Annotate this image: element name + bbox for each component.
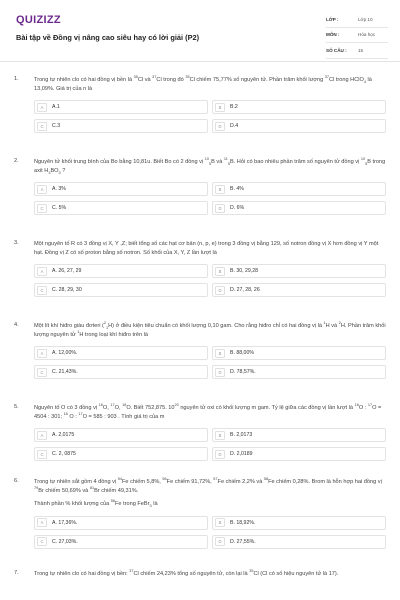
question-text: Nguyên tử khối trung bình của Bo bằng 10,81u. Biết Bo có 2 đồng vị $^{10}_5$B và $^{11}_5$B. Hỏi có bao nhiêu phần trăm số nguyên tử đồng vị $^{10}_5$B trong axit $H_3BO_3$ ? [34, 157, 386, 175]
answer-option-c[interactable] [34, 201, 208, 215]
option-letter-badge: A [37, 431, 47, 440]
meta-row-count [326, 43, 388, 59]
answer-options [34, 428, 386, 461]
answer-option-c[interactable] [34, 447, 208, 461]
option-letter-badge: C [37, 286, 47, 295]
option-letter-badge: D [215, 368, 225, 377]
question-block [0, 404, 400, 461]
answer-option-d[interactable] [212, 201, 386, 215]
answer-option-a[interactable] [34, 346, 208, 360]
answer-option-c[interactable] [34, 283, 208, 297]
option-letter-badge: C [37, 537, 47, 546]
option-text: A. 2,0175 [52, 432, 75, 439]
meta-key: MÔN : [326, 32, 340, 38]
option-text: D. 6% [230, 205, 245, 212]
meta-value: 15 [358, 47, 364, 53]
answer-option-d[interactable] [212, 119, 386, 133]
answer-options [34, 346, 386, 379]
question-number: 2. [14, 158, 19, 164]
option-text: D. 78,57%. [230, 369, 256, 376]
option-text: A. 3% [52, 186, 66, 193]
answer-options [34, 182, 386, 215]
meta-table [326, 12, 388, 59]
worksheet-header [0, 0, 400, 62]
option-text: C. 28, 29, 30 [52, 287, 82, 294]
option-letter-badge: D [215, 122, 225, 131]
quizizz-logo[interactable]: QUIZIZZ [16, 14, 61, 26]
option-text: C. 27,03%. [52, 538, 78, 545]
option-text: B. 18,92%. [230, 519, 256, 526]
option-text: B. 2,0173 [230, 432, 253, 439]
answer-option-b[interactable] [212, 516, 386, 530]
meta-row-class [326, 12, 388, 28]
meta-row-subject [326, 28, 388, 44]
question-block [0, 322, 400, 379]
meta-value: Lớp 10 [358, 16, 373, 22]
question-text: Trong tự nhiên clo có hai đồng vị bền: $^{37}$Cl chiếm 24,23% tổng số nguyên tử, còn lại là $^{35}$Cl (Cl có số hiệu nguyên tử là 17). [34, 569, 339, 577]
option-text: A.1 [52, 104, 60, 111]
option-text: A. 17,36%. [52, 519, 78, 526]
option-letter-badge: C [37, 368, 47, 377]
option-text: B. 4% [230, 186, 244, 193]
question-text: Trong tự nhiên sắt gồm 4 đồng vị $^{54}$Fe chiếm 5,8%, $^{56}$Fe chiếm 91,72%, $^{57}$Fe chiếm 2,2% và $^{58}$Fe chiếm 0,28%. Brom là hỗn hợp hai đồng vị $^{79}$Br chiếm 50,69% và $^{81}$Br chiếm 49,31%. [34, 477, 382, 494]
answer-option-c[interactable] [34, 535, 208, 549]
answer-option-d[interactable] [212, 447, 386, 461]
question-block [0, 570, 400, 579]
option-letter-badge: A [37, 185, 47, 194]
option-letter-badge: A [37, 267, 47, 276]
option-letter-badge: A [37, 349, 47, 358]
option-text: B.2 [230, 104, 238, 111]
option-letter-badge: B [215, 518, 225, 527]
question-block [0, 76, 400, 133]
question-text: Một nguyên tố R có 3 đồng vị X, Y ,Z; biết tổng số các hạt cơ bản (n, p, e) trong 3 đồng vị bằng 129, số notron đồng vị X hơn đồng vị Y một hạt. Đồng vị Z có số proton bằng số notron. Số khối của X, Y, Z lần lượt là [34, 241, 379, 256]
option-text: D. 27,55%. [230, 538, 256, 545]
option-letter-badge: C [37, 450, 47, 459]
answer-option-d[interactable] [212, 365, 386, 379]
question-number: 3. [14, 240, 19, 246]
option-text: B. 88,00% [230, 350, 254, 357]
question-number: 4. [14, 322, 19, 328]
option-letter-badge: A [37, 518, 47, 527]
answer-options [34, 100, 386, 133]
option-letter-badge: B [215, 103, 225, 112]
question-subtext: Thành phần % khối lượng của $^{56}$Fe trong FeBr$_3$ là [34, 499, 158, 509]
option-text: C.3 [52, 123, 61, 130]
option-letter-badge: D [215, 537, 225, 546]
option-letter-badge: C [37, 204, 47, 213]
question-block [0, 158, 400, 215]
option-text: D. 27, 28, 26 [230, 287, 260, 294]
answer-option-d[interactable] [212, 283, 386, 297]
question-block [0, 240, 400, 297]
option-letter-badge: D [215, 450, 225, 459]
question-number: 1. [14, 76, 19, 82]
option-letter-badge: B [215, 185, 225, 194]
question-number: 5. [14, 404, 19, 410]
answer-option-a[interactable] [34, 428, 208, 442]
option-text: A. 26, 27, 29 [52, 268, 82, 275]
option-letter-badge: A [37, 103, 47, 112]
answer-option-b[interactable] [212, 100, 386, 114]
option-text: D.4 [230, 123, 239, 130]
option-letter-badge: D [215, 204, 225, 213]
question-text: Một lít khí hiđro giàu đơteri ($^2_1$H) ở điều kiện tiêu chuẩn có khối lượng 0,10 gam. Cho rằng hiđro chỉ có hai đồng vị là $^1$H và $^2$H. Phần trăm khối lượng nguyên tử $^1$H trong loại khí hiđro trên là [34, 321, 386, 338]
question-block [0, 478, 400, 549]
option-letter-badge: D [215, 286, 225, 295]
answer-option-b[interactable] [212, 346, 386, 360]
option-letter-badge: B [215, 431, 225, 440]
question-text: Nguyên tố O có 3 đồng vị $^{16}$O, $^{17}$O, $^{18}$O. Biết 752,875. $10^{20}$ nguyên tử oxi có khối lượng m gam. Tỷ lệ giữa các đồng vị lần lượt là $^{16}$O : $^{17}$O = 4504 : 301; $^{18}$ O : $^{17}$O = 585 : 903 . Tính giá trị của m [34, 403, 382, 420]
answer-option-c[interactable] [34, 365, 208, 379]
answer-option-a[interactable] [34, 100, 208, 114]
option-text: B. 30, 29,28 [230, 268, 258, 275]
meta-key: LỚP : [326, 16, 339, 22]
option-letter-badge: C [37, 122, 47, 131]
question-text: Trong tự nhiên clo có hai đồng vị bền là $^{35}$Cl và $^{37}$Cl trong đó $^{35}$Cl chiếm 75,77% số nguyên tử. Phần trăm khối lượng $^{37}$Cl trong HClO$_4$ là 13,09%. Giá trị của n là [34, 75, 372, 92]
answer-options [34, 516, 386, 549]
page-title: Bài tập về Đồng vị nâng cao siêu hay có lời giải (P2) [16, 33, 200, 42]
answer-option-a[interactable] [34, 182, 208, 196]
meta-value: Hóa học [358, 32, 376, 38]
answer-option-b[interactable] [212, 428, 386, 442]
option-text: A. 12,00%. [52, 350, 78, 357]
option-text: D. 2,0189 [230, 451, 253, 458]
option-letter-badge: B [215, 349, 225, 358]
question-number: 7. [14, 570, 19, 576]
meta-key: SỐ CÂU : [326, 47, 347, 53]
question-number: 6. [14, 478, 19, 484]
answer-options [34, 264, 386, 297]
answer-option-a[interactable] [34, 516, 208, 530]
answer-option-c[interactable] [34, 119, 208, 133]
answer-option-a[interactable] [34, 264, 208, 278]
answer-option-b[interactable] [212, 264, 386, 278]
option-text: C. 5% [52, 205, 67, 212]
answer-option-d[interactable] [212, 535, 386, 549]
option-letter-badge: B [215, 267, 225, 276]
answer-option-b[interactable] [212, 182, 386, 196]
option-text: C. 2, 0875 [52, 451, 76, 458]
option-text: C. 21,43%. [52, 369, 78, 376]
